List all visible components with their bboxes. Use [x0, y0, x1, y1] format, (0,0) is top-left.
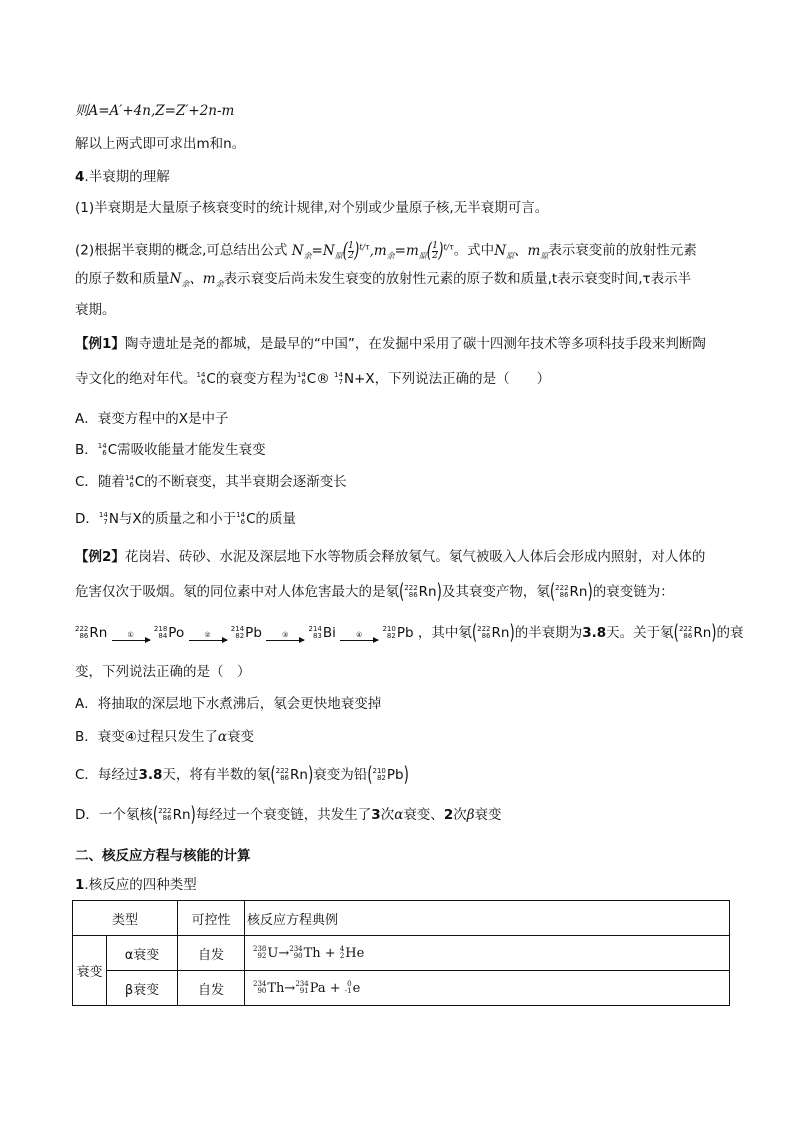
row-controllability: 自发 [178, 971, 245, 1006]
section-2-title: 二、核反应方程与核能的计算 [75, 848, 251, 864]
nuclear-reaction-table [72, 900, 730, 1006]
section-2-subtitle: 1.核反应的四种类型 [75, 877, 197, 893]
example-1-option-b[interactable]: B． 14 6 C需吸收能量才能发生衰变 [75, 442, 266, 458]
subheading-half-life: 4.半衰期的理解 [75, 169, 170, 185]
example-1-option-c[interactable]: C．随着 14 6 C的不断衰变，其半衰期会逐渐变长 [75, 474, 347, 490]
decay-arrow-3: ③ [266, 631, 304, 641]
example-1-option-d[interactable]: D． 14 7 N与X的质量之和小于 14 6 C的质量 [75, 511, 297, 527]
example-2-option-b[interactable]: B．衰变④过程只发生了α衰变 [75, 729, 254, 745]
example-1-question: 【例1】陶寺遗址是尧的都城，是最早的“中国”，在发掘中采用了碳十四测年技术等多项科技手段来判断陶 [75, 336, 706, 352]
row-type: α衰变 [107, 936, 178, 971]
example-1-option-a[interactable]: A．衰变方程中的X是中子 [75, 411, 229, 427]
example-2-question: 【例2】花岗岩、砖砂、水泥及深层地下水等物质会释放氡气。氡气被吸入人体后会形成内照射，对人体的 [75, 549, 706, 565]
table-row [73, 936, 730, 971]
text-line-5: (2)根据半衰期的概念,可总结出公式 $N_余=N_原$( $\frac{1}{2}$ )$^{t/\tau},m_余=m_原$( $\frac{1}{2}$ )$^{t/\tau}$。式中$N_原$、$m_原$表示衰变前的放射性元素 [75, 238, 697, 263]
row-equation-beta: 234 90 Th→ 234 91 Pa + 0 -1 e [245, 971, 730, 1006]
row-type: β衰变 [107, 971, 178, 1006]
text-line-4: (1)半衰期是大量原子核衰变时的统计规律,对个别或少量原子核,无半衰期可言。 [75, 200, 549, 216]
table-row [73, 971, 730, 1006]
text-line-6: 的原子数和质量$N_余$、$m_余$表示衰变后尚未发生衰变的放射性元素的原子数和质量,t表示衰变时间,τ表示半 [75, 271, 692, 289]
header-type: 类型 [73, 901, 178, 936]
decay-chain-line: 222 86 Rn ① 218 84 Po ② 214 82 Pb ③ 214 83 Bi ④ 210 82 Pb ，其中氡( 222 86 Rn)的半衰期为3.8天。关于氡( 222 86 Rn)的衰 [75, 621, 744, 645]
header-controllability: 可控性 [178, 901, 245, 936]
example-1-question-cont: 寺文化的绝对年代。 14 6 C的衰变方程为 14 6 C® 14 7 N+X，下列说法正确的是（ ） [75, 371, 551, 387]
formula-half-life: $N_余=N_原$( $\frac{1}{2}$ )$^{t/\tau},m_余=m_原$( $\frac{1}{2}$ )$^{t/\tau}$ [291, 238, 454, 263]
row-controllability: 自发 [178, 936, 245, 971]
example-2-option-a[interactable]: A．将抽取的深层地下水煮沸后，氡会更快地衰变掉 [75, 696, 382, 712]
group-decay: 衰变 [73, 936, 107, 1006]
decay-arrow-2: ② [189, 631, 227, 641]
example-2-option-c[interactable]: C．每经过3.8天，将有半数的氡( 222 86 Rn)衰变为铅( 210 82 Pb) [75, 763, 409, 787]
example-2-question-cont: 危害仅次于吸烟。氡的同位素中对人体危害最大的是氡( 222 86 Rn)及其衰变产物，氡( 222 86 Rn)的衰变链为： [75, 580, 674, 604]
decay-arrow-1: ① [112, 631, 150, 641]
text-line-2: 解以上两式即可求出m和n。 [75, 136, 246, 152]
decay-arrow-4: ④ [340, 631, 378, 641]
formula-line-1: 则A=A′+4n,Z=Z′+2n-m [75, 103, 235, 119]
example-2-question-end: 变，下列说法正确的是（ ） [75, 664, 251, 680]
table-header-row [73, 901, 730, 936]
example-2-option-d[interactable]: D．一个氡核( 222 86 Rn)每经过一个衰变链，共发生了3次α衰变、2次β衰变 [75, 803, 502, 827]
text-line-7: 衰期。 [75, 302, 116, 318]
decay-chain: 222 86 Rn ① 218 84 Po ② 214 82 Pb ③ 214 83 Bi ④ 210 82 Pb [75, 625, 414, 641]
row-equation-alpha: 238 92 U→ 234 90 Th + 4 2 He [245, 936, 730, 971]
header-equation: 核反应方程典例 [245, 901, 730, 936]
